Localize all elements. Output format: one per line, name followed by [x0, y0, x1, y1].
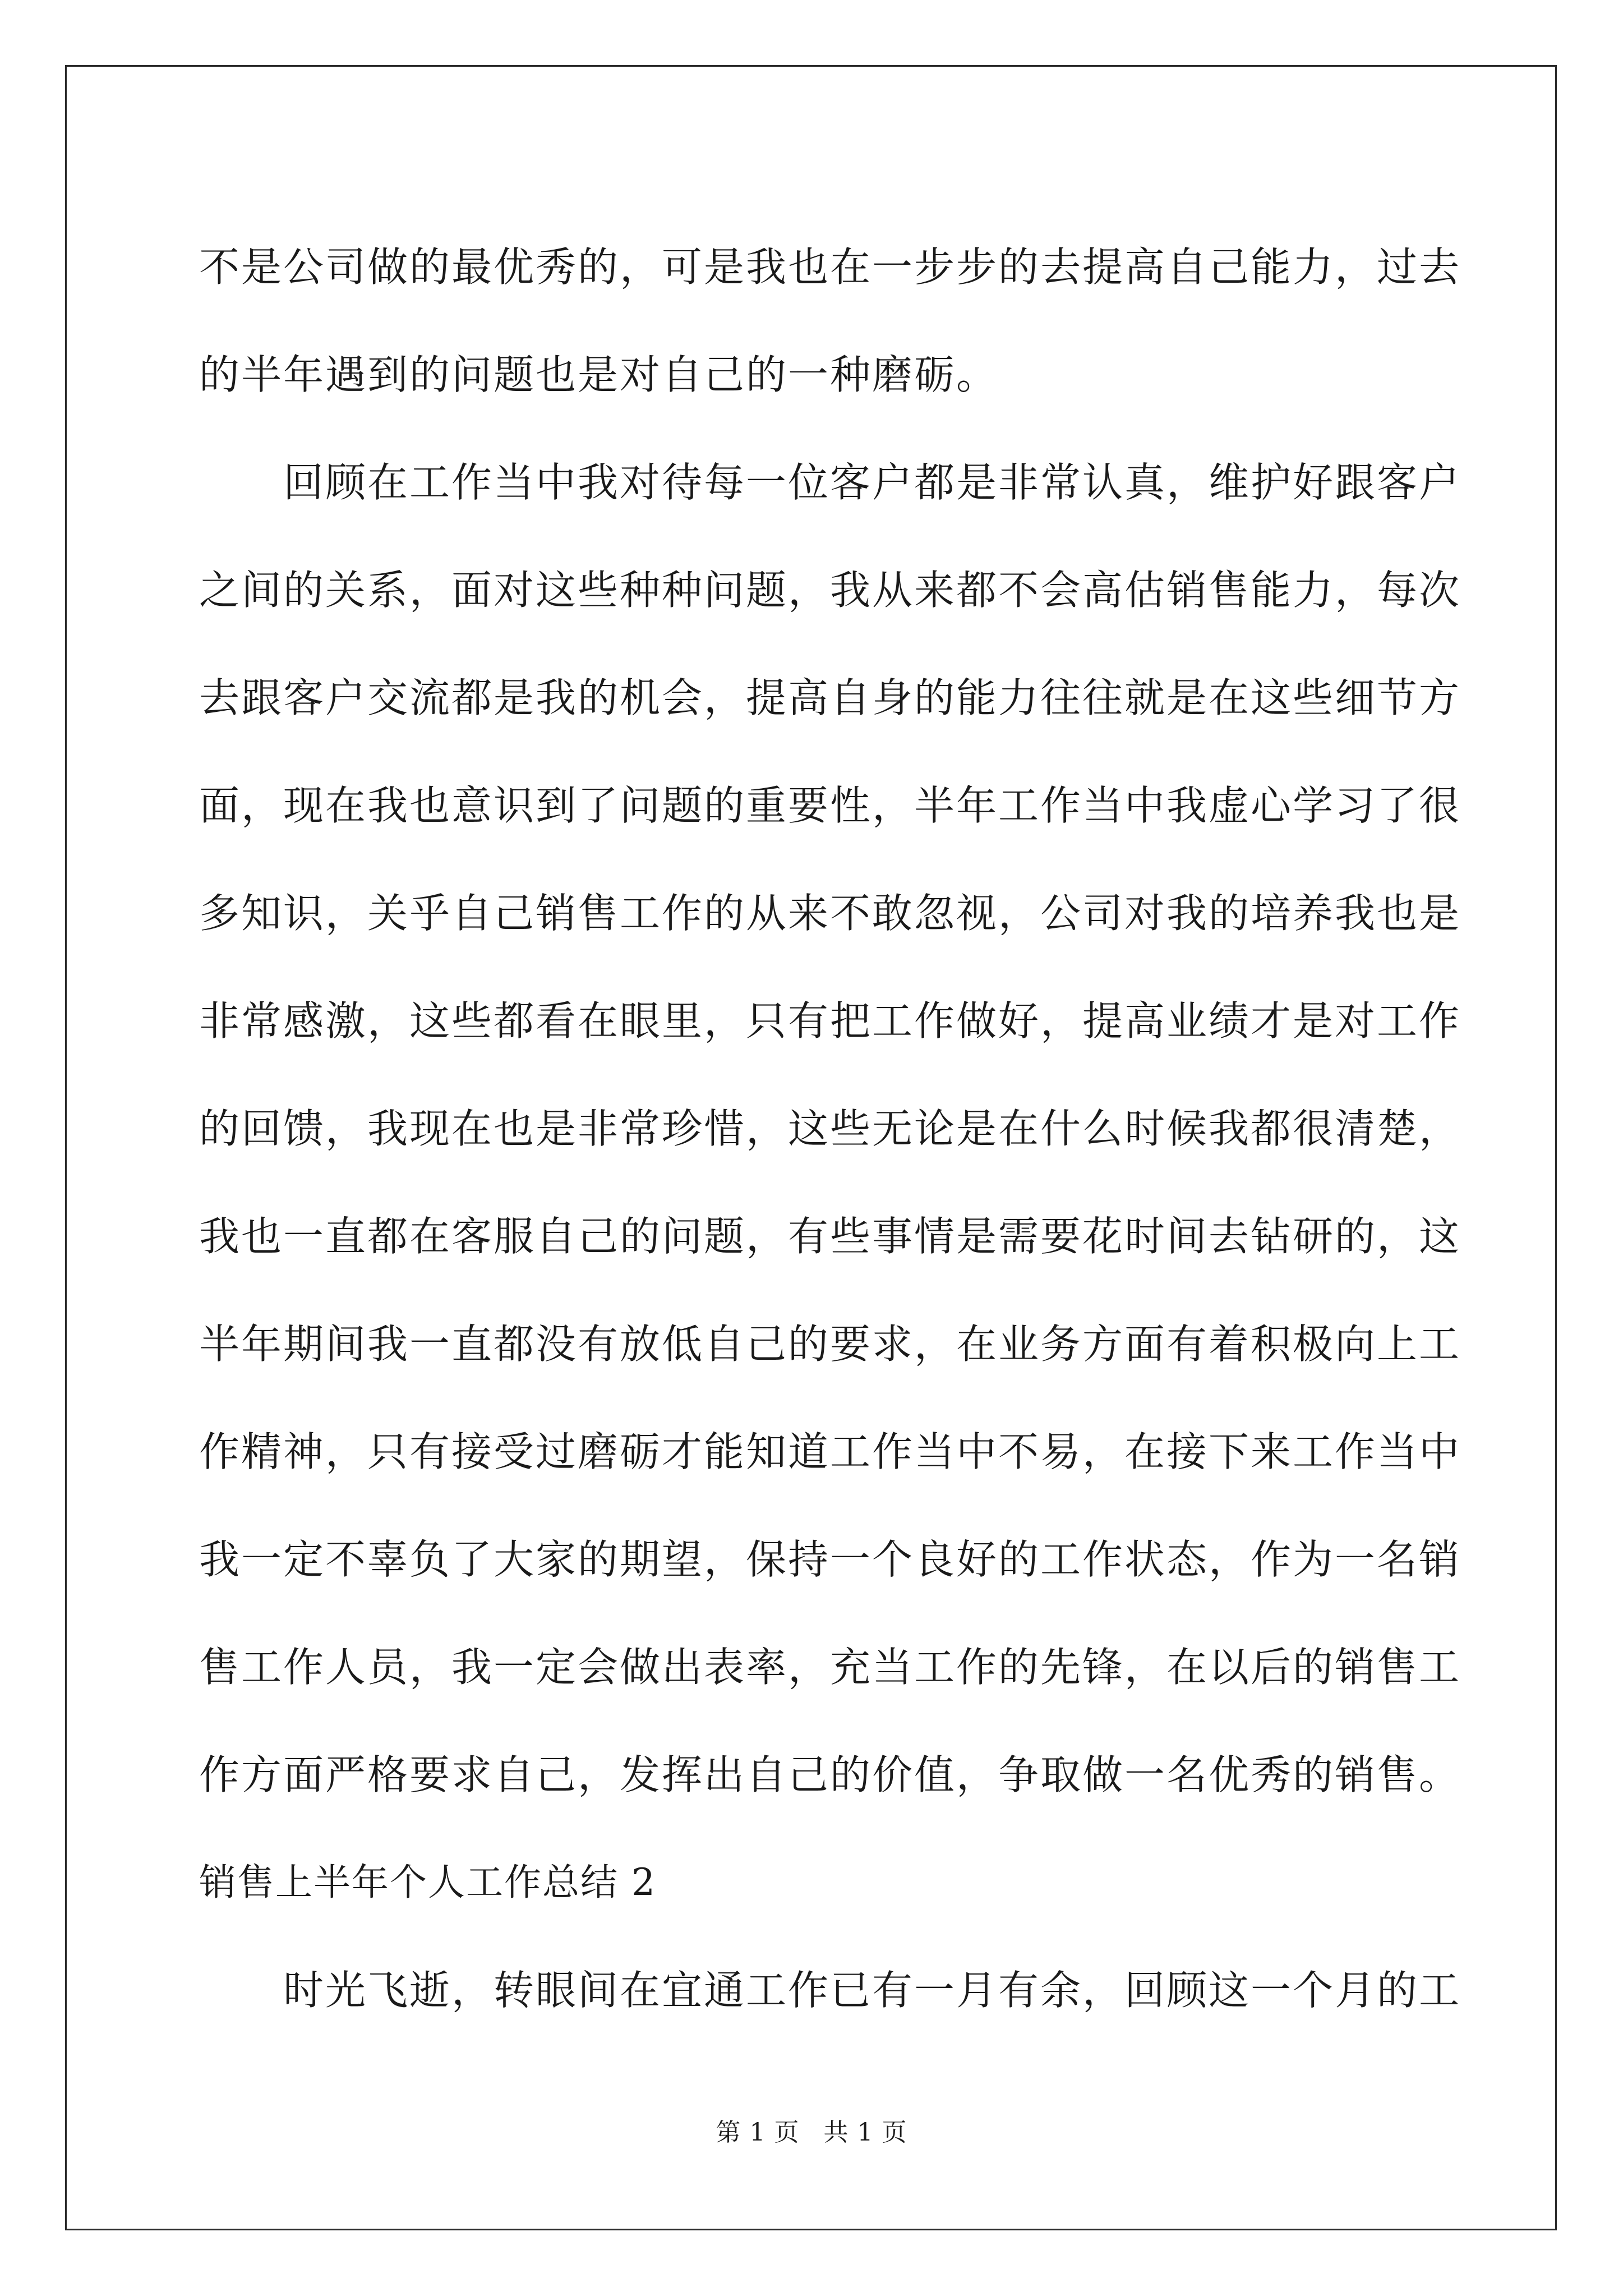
text-line: 我一定不辜负了大家的期望，保持一个良好的工作状态，作为一名销	[199, 1536, 1461, 1583]
text-line: 的半年遇到的问题也是对自己的一种磨砺。	[199, 351, 999, 398]
page-total: 共 1 页	[823, 2118, 907, 2147]
page-footer	[0, 2116, 1623, 2150]
text-line: 的回馈，我现在也是非常珍惜，这些无论是在什么时候我都很清楚，	[199, 1105, 1461, 1152]
text-line: 去跟客户交流都是我的机会，提高自身的能力往往就是在这些细节方	[199, 674, 1461, 721]
text-line: 售工作人员，我一定会做出表率，充当工作的先锋，在以后的销售工	[199, 1644, 1461, 1691]
text-line: 回顾在工作当中我对待每一位客户都是非常认真，维护好跟客户	[283, 459, 1461, 506]
text-line: 我也一直都在客服自己的问题，有些事情是需要花时间去钻研的，这	[199, 1213, 1461, 1260]
text-line: 半年期间我一直都没有放低自己的要求，在业务方面有着积极向上工	[199, 1320, 1461, 1368]
text-line: 不是公司做的最优秀的，可是我也在一步步的去提高自己能力，过去	[199, 243, 1461, 291]
text-line: 之间的关系，面对这些种种问题，我从来都不会高估销售能力，每次	[199, 567, 1461, 614]
text-line: 作方面严格要求自己，发挥出自己的价值，争取做一名优秀的销售。	[199, 1751, 1461, 1798]
text-line: 作精神，只有接受过磨砺才能知道工作当中不易，在接下来工作当中	[199, 1428, 1461, 1475]
text-line: 时光飞逝，转眼间在宜通工作已有一月有余，回顾这一个月的工	[283, 1967, 1461, 2014]
text-line: 多知识，关乎自己销售工作的从来不敢忽视，公司对我的培养我也是	[199, 890, 1461, 937]
text-line: 非常感激，这些都看在眼里，只有把工作做好，提高业绩才是对工作	[199, 997, 1461, 1045]
document-body	[199, 213, 1461, 2044]
page-number: 第 1 页	[716, 2118, 800, 2147]
text-line: 面，现在我也意识到了问题的重要性，半年工作当中我虚心学习了很	[199, 782, 1461, 829]
section-heading: 销售上半年个人工作总结 2	[199, 1861, 656, 1904]
